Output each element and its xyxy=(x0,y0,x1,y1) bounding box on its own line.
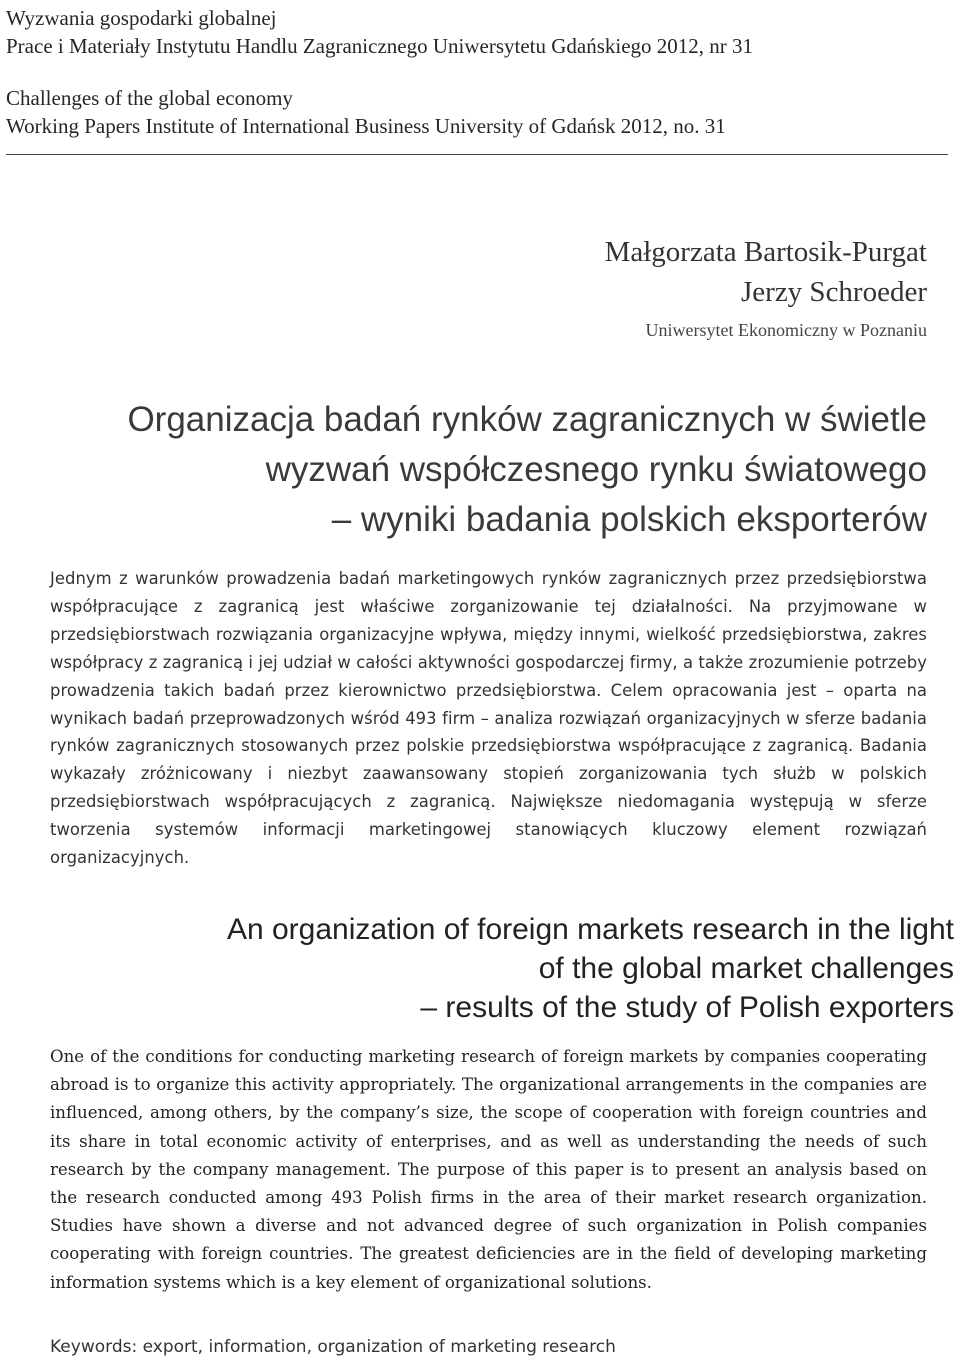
header-divider xyxy=(6,154,948,155)
author-name: Małgorzata Bartosik-Purgat xyxy=(604,236,927,268)
title-line: An organization of foreign markets research in the light xyxy=(226,913,954,946)
article-title-pl xyxy=(127,395,927,545)
article-title-en xyxy=(227,910,954,1027)
title-line: – wyniki badania polskich eksporterów xyxy=(331,500,927,539)
series-info-en: Working Papers Institute of International Business University of Gdańsk 2012, no. 31 xyxy=(6,114,726,138)
author-affiliation: Uniwersytet Ekonomiczny w Poznaniu xyxy=(645,320,927,340)
author-name: Jerzy Schroeder xyxy=(741,276,927,308)
series-info-pl: Prace i Materiały Instytutu Handlu Zagranicznego Uniwersytetu Gdańskiego 2012, nr 31 xyxy=(6,34,754,58)
author-block xyxy=(605,232,927,346)
abstract-en: One of the conditions for conducting marketing research of foreign markets by companies cooperating abroad is to organize this activity appropriately. The organizational arrangements in the companies are influenced, among others, by the company’s size, the scope of cooperation with foreign countries and its share in total economic activity of enterprises, and as well as understanding the needs of such research by the company management. The purpose of this paper is to present an analysis based on the research conducted among 493 Polish firms in the area of their market research organization. Studies have shown a diverse and not advanced degree of such organization in Polish companies cooperating with foreign countries. The greatest deficiencies are in the field of developing marketing information systems which is a key element of organizational solutions. xyxy=(50,1047,927,1292)
title-line: wyzwań współczesnego rynku światowego xyxy=(265,450,927,489)
abstract-pl: Jednym z warunków prowadzenia badań marketingowych rynków zagranicznych przez przedsiębiorstwa współpracujące z zagranicą jest właściwe zorganizowanie tej działalności. Na przyjmowane w przedsiębiorstwach rozwiązania organizacyjne wpływa, między innymi, wielkość przedsiębiorstwa, zakres współpracy z zagranicą i jej udział w całości aktywności gospodarczej firmy, a także zrozumienie potrzeby prowadzenia takich badań przez kierownictwo przedsiębiorstwa. Celem opracowania jest – oparta na wynikach badań przeprowadzonych wśród 493 firm – analiza rozwiązań organizacyjnych w sferze badania rynków zagranicznych stosowanych przez polskie przedsiębiorstwa współpracujące z zagranicą. Badania wykazały zróżnicowany i niezbyt zaawansowany stopień zorganizowania tych służb w polskich przedsiębiorstwach współpracujących z zagranicą. Największe niedomagania występują w sferze tworzenia systemów informacji marketingowej stanowiących kluczowy element rozwiązań organizacyjnych. xyxy=(50,569,927,868)
keywords: Keywords: export, information, organization of marketing research xyxy=(50,1337,616,1357)
title-line: – results of the study of Polish exporters xyxy=(420,991,954,1024)
journal-title-pl: Wyzwania gospodarki globalnej xyxy=(6,6,277,30)
title-line: of the global market challenges xyxy=(538,952,954,985)
journal-title-en: Challenges of the global economy xyxy=(6,86,293,110)
title-line: Organizacja badań rynków zagranicznych w świetle xyxy=(127,400,927,439)
running-header xyxy=(6,4,956,140)
